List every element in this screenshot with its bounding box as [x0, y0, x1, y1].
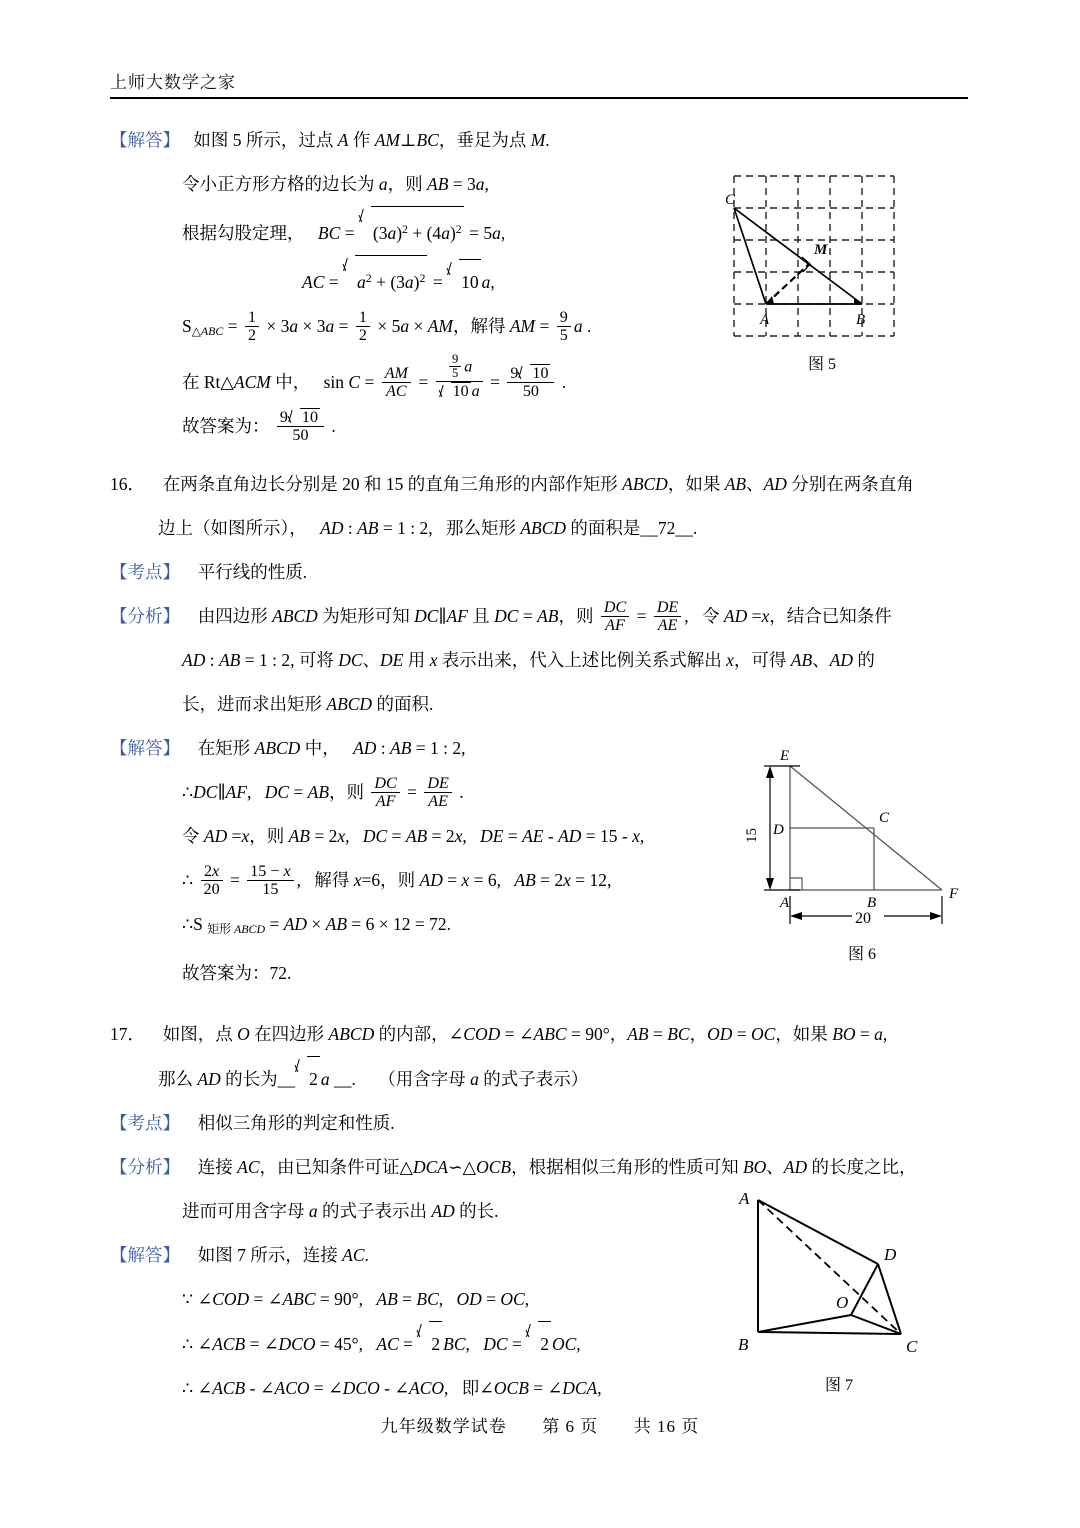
figure-7-label-O: O [836, 1293, 849, 1312]
figure-7 [706, 1182, 968, 1395]
q17-kaodian-line [110, 1101, 990, 1145]
q15-solution-line-2: 令小正方形方格的边长为 a，则 AB = 3a, [182, 174, 489, 194]
figure-7-drawing [706, 1182, 966, 1372]
q16-kaodian-line [110, 550, 990, 594]
figure-5 [722, 162, 922, 374]
kaodian-tag-q17: 【考点】 [110, 1113, 180, 1133]
figure-5-label-B: B [856, 312, 866, 328]
q15-solution-block [110, 118, 710, 448]
q15-solution-line-7: 故答案为： $\frac{9 10}{50}$ . [182, 408, 336, 444]
q16-solution-line-6: 故答案为：72. [182, 962, 292, 983]
q15-solution-line-3: 根据勾股定理， BC = $(3a)^2 + (4a)^2 = 5a$, [110, 206, 710, 255]
figure-6-label-D: D [773, 822, 784, 838]
figure-6-label-B: B [867, 895, 877, 911]
q16-kaodian-text: 平行线的性质. [197, 562, 308, 582]
q16-number: 16． [110, 474, 145, 494]
q17-fenxi-line-2: 进而可用含字母 a 的式子表示出 AD 的长. [182, 1201, 499, 1221]
q16-stem-line-1: 16． 在两条直角边长分别是 20 和 15 的直角三角形的内部作矩形 ABCD，如果 AB、AD 分别在两条直角 [110, 474, 914, 494]
q16-fenxi-line-1: 【分析】 由四边形 ABCD 为矩形可知 DC∥AF 且 DC = AB，则 $\frac{DC}{AF}$ = $\frac{DE}{AE}$ , 令 AD =x，结合已知条件 [110, 598, 892, 635]
q17-solution-line-2: ∵ ∠COD = ∠ABC = 90°, AB = BC, OD = OC, [182, 1289, 530, 1309]
q16-fenxi-line-3: 长，进而求出矩形 ABCD 的面积. [182, 694, 434, 714]
q16-solution-line-1: 【解答】 在矩形 ABCD 中， AD : AB = 1 : 2, [110, 738, 466, 758]
figure-6 [742, 738, 982, 964]
q17-solution-line-4: ∴ ∠ACB - ∠ACO = ∠DCO - ∠ACO, 即∠OCB = ∠DCA, [182, 1378, 602, 1398]
figure-5-label-C: C [725, 192, 736, 208]
figure-7-label-D: D [884, 1245, 897, 1264]
q17-solution-line-1: 【解答】 如图 7 所示，连接 AC. [110, 1245, 369, 1265]
q15-solution-line-5: $S_{\triangle ABC}$ = $\frac{1}{2}$ × 3a × 3a = $\frac{1}{2}$ × 5a × AM，解得 AM = $\frac{9}{5}$ a . [182, 308, 592, 345]
figure-7-label-C: C [906, 1337, 918, 1356]
page-header [110, 68, 970, 93]
q17-stem-line-2: 那么 AD 的长为__ 2 a __. （用含字母 a 的式子表示） [110, 1056, 990, 1101]
q17-solution-line-3: ∴ ∠ACB = ∠DCO = 45°, AC = 2 BC, DC = 2 OC, [110, 1321, 990, 1366]
q17-fenxi-line-1: 【分析】 连接 AC，由已知条件可证△DCA∽△OCB，根据相似三角形的性质可知 BO、AD 的长度之比， [110, 1157, 917, 1177]
figure-7-caption: 图 7 [824, 1377, 853, 1394]
jieda-tag: 【解答】 [110, 130, 180, 150]
q16-solution-line-3: 令 AD =x，则 AB = 2x, DC = AB = 2x, DE = AE - AD = 15 - x, [182, 826, 645, 846]
kaodian-tag: 【考点】 [110, 562, 180, 582]
figure-7-label-A: A [739, 1189, 750, 1208]
figure-6-dim-horizontal: 20 [855, 910, 871, 927]
footer-total: 共 16 页 [633, 1417, 700, 1436]
header-divider [110, 97, 968, 99]
figure-7-label-B: B [738, 1335, 749, 1354]
q17-stem-line-1: 17． 如图，点 O 在四边形 ABCD 的内部，∠COD = ∠ABC = 90°，AB = BC，OD = OC，如果 BO = a, [110, 1024, 888, 1044]
jieda-tag-q17: 【解答】 [110, 1245, 180, 1265]
q15-solution-line-1: 【解答】 如图 5 所示，过点 A 作 AM⊥BC，垂足为点 M. [110, 130, 550, 150]
q16-stem-line-2: 边上（如图所示）， AD : AB = 1 : 2, 那么矩形 ABCD 的面积是__72__. [158, 518, 698, 538]
figure-6-dim-vertical: 15 [744, 828, 760, 843]
figure-6-label-C: C [879, 810, 890, 826]
q16-solution-line-2: ∴DC∥AF, DC = AB，则 $\frac{DC}{AF}$ = $\frac{DE}{AE}$ . [182, 774, 464, 811]
figure-6-label-F: F [949, 886, 959, 902]
header-title: 上师大数学之家 [110, 73, 236, 92]
figure-6-caption: 图 6 [847, 946, 876, 963]
q17-number: 17． [110, 1024, 145, 1044]
figure-6-label-A: A [780, 895, 790, 911]
q15-solution-line-4: AC = $a^2 + (3a)^2 = 10$ a, [110, 255, 710, 304]
fenxi-tag: 【分析】 [110, 606, 180, 626]
figure-5-caption: 图 5 [807, 356, 836, 373]
page-footer [0, 1412, 1080, 1437]
jieda-tag-q16: 【解答】 [110, 738, 180, 758]
q17-kaodian-text: 相似三角形的判定和性质. [197, 1113, 395, 1133]
footer-page: 第 6 页 [542, 1417, 599, 1436]
q15-solution-line-6: 在 Rt△ACM 中， sin C = $\frac{AM}{AC}$ = $\frac{9}{5}$ a 10 a = $\frac{9 10}{50}$ . [182, 351, 567, 400]
figure-5-label-M: M [814, 242, 828, 258]
q16-solution-line-4: ∴ $\frac{2x}{20}$ = $\frac{15 - x}{15}$ , 解得 x=6，则 AD = x = 6, AB = 2x = 12, [182, 862, 612, 899]
q16-solution-line-5: ∴S $_{矩形 ABCD}$ = AD × AB = 6 × 12 = 72. [182, 914, 452, 936]
fenxi-tag-q17: 【分析】 [110, 1157, 180, 1177]
figure-6-label-E: E [780, 748, 790, 764]
figure-5-drawing [722, 162, 912, 347]
q16-answer: 72 [657, 518, 676, 538]
q16-fenxi-line-2: AD : AB = 1 : 2, 可将 DC、DE 用 x 表示出来，代入上述比例关系式解出 x，可得 AB、AD 的 [182, 650, 875, 670]
figure-6-drawing [742, 738, 977, 943]
figure-5-label-A: A [760, 312, 770, 328]
footer-grade: 九年级数学试卷 [380, 1417, 507, 1436]
